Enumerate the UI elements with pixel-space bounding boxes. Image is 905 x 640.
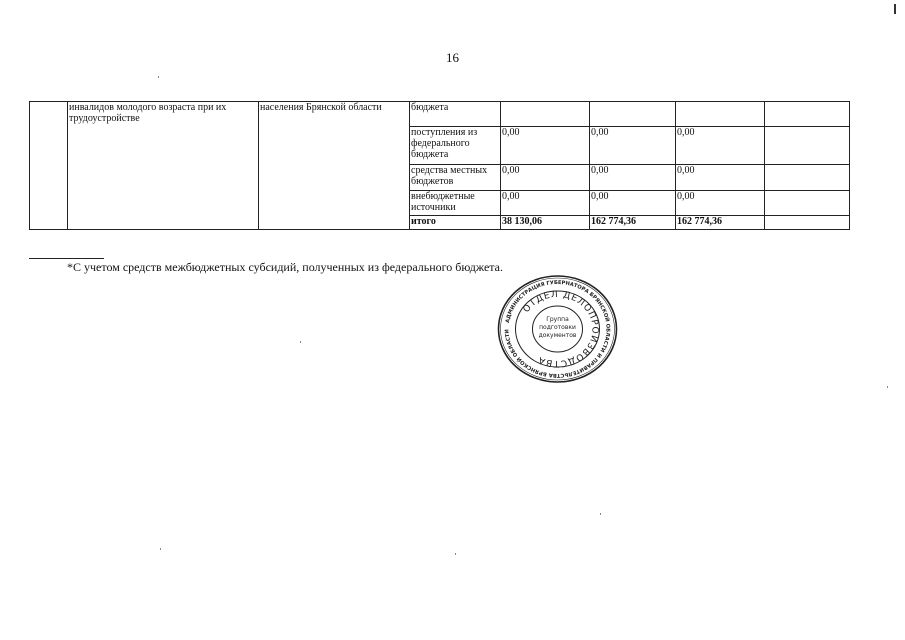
page-number: 16 xyxy=(446,50,459,65)
table-cell-value xyxy=(501,102,590,127)
table-cell-value: 162 774,36 xyxy=(676,216,765,230)
table-cell-value: 0,00 xyxy=(590,127,676,165)
table-cell-value: 0,00 xyxy=(501,165,590,191)
table-cell-value xyxy=(765,102,850,127)
table-cell-value: 0,00 xyxy=(676,191,765,216)
footnote-divider xyxy=(29,258,104,259)
stamp-center-line: подготовки xyxy=(539,324,576,331)
table-cell-value: 38 130,06 xyxy=(501,216,590,230)
table-cell-value xyxy=(765,191,850,216)
scan-speck xyxy=(455,553,456,555)
scan-speck xyxy=(300,341,301,343)
stamp-center-line: Группа xyxy=(546,316,569,323)
table-cell-value: 0,00 xyxy=(590,191,676,216)
table-cell-value xyxy=(676,102,765,127)
stamp-center-line: документов xyxy=(538,332,577,339)
table-cell-value xyxy=(590,102,676,127)
table-cell-value: 0,00 xyxy=(590,165,676,191)
table-cell-source: внебюджетные источники xyxy=(410,191,501,216)
table-cell-executor: населения Брянской области xyxy=(259,102,410,230)
stamp-outer-text: АДМИНИСТРАЦИЯ ГУБЕРНАТОРА БРЯНСКОЙ ОБЛАСТИ И ПРАВИТЕЛЬСТВА БРЯНСКОЙ ОБЛАСТИ xyxy=(504,279,611,379)
table-cell-source: итого xyxy=(410,216,501,230)
table-cell-measure: инвалидов молодого возраста при их трудоустройстве xyxy=(68,102,259,230)
official-stamp xyxy=(497,274,618,384)
table-cell-value xyxy=(765,216,850,230)
table-cell-value: 0,00 xyxy=(501,191,590,216)
table-cell-value xyxy=(765,165,850,191)
budget-table xyxy=(29,101,850,230)
table-row xyxy=(30,102,850,127)
table-cell-number xyxy=(30,102,68,230)
scan-speck xyxy=(887,386,888,388)
table-cell-source: бюджета xyxy=(410,102,501,127)
table-cell-source: поступления из федерального бюджета xyxy=(410,127,501,165)
margin-mark xyxy=(894,4,896,14)
stamp-inner-text: ОТДЕЛ ДЕЛОПРОИЗВОДСТВА xyxy=(521,289,600,369)
table-cell-value: 0,00 xyxy=(676,165,765,191)
table-cell-value: 0,00 xyxy=(501,127,590,165)
table-cell-value xyxy=(765,127,850,165)
scan-speck xyxy=(600,513,601,515)
scan-speck xyxy=(160,548,161,550)
footnote: *С учетом средств межбюджетных субсидий, полученных из федерального бюджета. xyxy=(67,260,504,274)
table-cell-value: 162 774,36 xyxy=(590,216,676,230)
table-cell-value: 0,00 xyxy=(676,127,765,165)
table-cell-source: средства местных бюджетов xyxy=(410,165,501,191)
scan-speck xyxy=(158,76,159,78)
